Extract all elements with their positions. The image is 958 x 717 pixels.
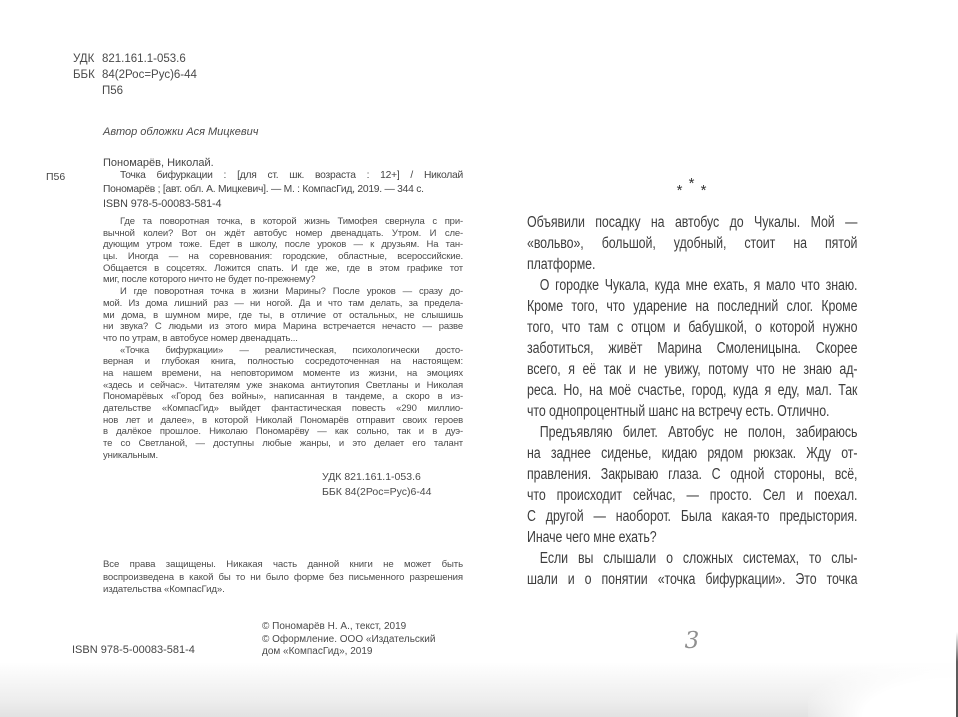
cover-artist-credit: Автор обложки Ася Мицкевич	[103, 126, 259, 138]
asterisk-glyph: *	[688, 175, 696, 192]
bibliographic-code: П56	[46, 171, 66, 183]
text-line: всего, я её так и не увижу, потому что не знаю ад-	[527, 361, 858, 378]
udc-value: 821.161.1-053.6	[102, 53, 186, 65]
text-line: дательстве «КомпасГид» выйдет фантастическая повесть «290 миллио-	[103, 403, 463, 414]
text-line: нов лет и далее», в которой Николай Пономарёв отправит своих героев	[103, 414, 463, 426]
text-line: миг, после которого ничто не будет по-прежнему?	[103, 274, 316, 286]
bbk-label: ББК	[73, 69, 95, 81]
text-line: С другой — наоборот. Была какая-то предыстория.	[527, 508, 858, 525]
text-line: Иначе чего мне ехать?	[527, 529, 657, 546]
page-corner-highlight	[808, 657, 958, 717]
text-line: платформе.	[527, 256, 596, 273]
asterisk-glyph: *	[676, 182, 684, 199]
isbn-footer-line: ISBN 978-5-00083-581-4	[72, 644, 195, 656]
text-line: уникальным.	[103, 449, 159, 461]
text-line: правления. Закрываю глаза. С одной стороны, всё,	[527, 466, 858, 483]
text-line: Предъявляю билет. Автобус не полон, забираюсь	[539, 424, 858, 441]
book-annotation	[103, 216, 463, 461]
text-line: что однопроцентный шанс на встречу есть. Отлично.	[527, 403, 830, 420]
text-line: Если вы слышали о сложных системах, то слы-	[539, 550, 858, 567]
text-line: Пономарёвых «Город без войны», написанная в тандеме, а скоро в из-	[103, 391, 463, 403]
udc-row	[73, 51, 197, 67]
text-line: в далёкое прошлое. Николаю Пономарёву — как сольно, так и в дуэ-	[103, 426, 463, 438]
text-line: того, что там с отцом и бабушкой, о которой нужно	[527, 319, 858, 336]
copyright-block	[262, 621, 435, 659]
text-line: на заднее сиденье, кидаю рядом рюкзак. Жду от-	[527, 445, 858, 462]
text-line: Все права защищены. Никакая часть данной книги не может быть	[103, 559, 463, 570]
bibliographic-author: Пономарёв, Николай.	[103, 157, 214, 169]
text-line: ни звука? С людьми из этого мира Марина встречается нечасто — разве	[103, 321, 463, 333]
text-line: Общается в соцсетях. Ложится спать. И где же, где в этом графике тот	[103, 262, 463, 274]
text-line: цы. Иногда — на соревнования: городские, областные, всероссийские.	[103, 251, 463, 263]
text-line: О городке Чукала, куда мне ехать, я мало что знаю.	[539, 277, 858, 294]
text-line: Где та поворотная точка, в которой жизнь Тимофея свернула с при-	[120, 216, 463, 227]
udc-classification-block	[73, 51, 197, 99]
text-line: © Пономарёв Н. А., текст, 2019	[262, 621, 407, 632]
text-line: дующим утром тоже. Едет в школу, после уроков — к друзьям. На тан-	[103, 239, 463, 251]
text-line: © Оформление. ООО «Издательский	[262, 633, 436, 645]
text-line: «Точка бифуркации» — реалистическая, психологически досто-	[120, 344, 463, 356]
text-line: Точка бифуркации : [для ст. шк. возраста : 12+] / Николай	[120, 170, 463, 181]
bbk-row	[73, 67, 197, 83]
text-line: заботиться, живёт Марина Смоленицына. Скорее	[527, 340, 858, 357]
rights-notice	[103, 559, 463, 597]
text-line: шали и о понятии «точка бифуркации». Это точка	[527, 571, 858, 588]
text-line: ми дома, в шумном мире, где ты, в отличие от остальных, не слышишь	[103, 309, 463, 321]
text-line: те со Светланой, — доступны любые жанры, и это делает его талант	[103, 438, 463, 450]
text-line: что происходит сейчас, — просто. Сел и поехал.	[527, 487, 858, 504]
text-line: издательства «КомпасГид».	[103, 584, 225, 596]
udc-footer-block	[322, 471, 432, 500]
section-break-ornament	[527, 175, 857, 199]
book-code-value: П56	[102, 85, 124, 97]
text-line: дом «КомпасГид», 2019	[262, 646, 373, 658]
text-line: «здесь и сейчас». Читателям уже знакома антиутопия Светланы и Николая	[103, 379, 463, 391]
page-bottom-shadow	[0, 662, 958, 717]
text-line: воспроизведена в какой бы то ни было форме без письменного разрешения	[103, 571, 463, 583]
text-line: вычной колеи? Вот он ждёт автобус номер двенадцать. Утром. И сле-	[103, 227, 463, 239]
text-line: Кроме того, что ударение на последний слог. Кроме	[527, 298, 858, 315]
page-number: 3	[684, 628, 700, 654]
text-line: Объявили посадку на автобус до Чукалы. Мой —	[527, 214, 858, 231]
text-line: что по утрам, в автобусе номер двенадцать...	[103, 332, 298, 344]
udc-label: УДК	[73, 53, 95, 65]
text-line: Пономарёв ; [авт. обл. А. Мицкевич]. — М. : КомпасГид, 2019. — 344 с.	[103, 183, 424, 195]
text-line: И где поворотная точка в жизни Марины? После уроков — сразу до-	[120, 286, 463, 298]
bbk-value: 84(2Рос=Рус)6-44	[102, 69, 197, 81]
text-line: мой. Из дома лишний раз — ни ногой. Да и что там делать, за предела-	[103, 297, 463, 309]
text-line: УДК 821.161.1-053.6	[322, 471, 421, 483]
bibliographic-record	[103, 170, 463, 197]
text-line: на нашем времени, на неповторимом моменте из жизни, на эмоциях	[103, 367, 463, 379]
text-line: реса. Но, на моё счастье, город, куда я еду, мал. Так	[527, 382, 858, 399]
isbn-record-line: ISBN 978-5-00083-581-4	[103, 198, 222, 210]
text-line: «вольво», большой, удобный, стоит на пятой	[527, 235, 858, 252]
text-line: верная и глубокая книга, полностью сосредоточенная на настоящем:	[103, 356, 463, 368]
asterisk-glyph: *	[700, 182, 708, 199]
chapter-body-text	[527, 214, 857, 592]
text-line: ББК 84(2Рос=Рус)6-44	[322, 485, 432, 498]
book-code-row	[73, 83, 197, 99]
